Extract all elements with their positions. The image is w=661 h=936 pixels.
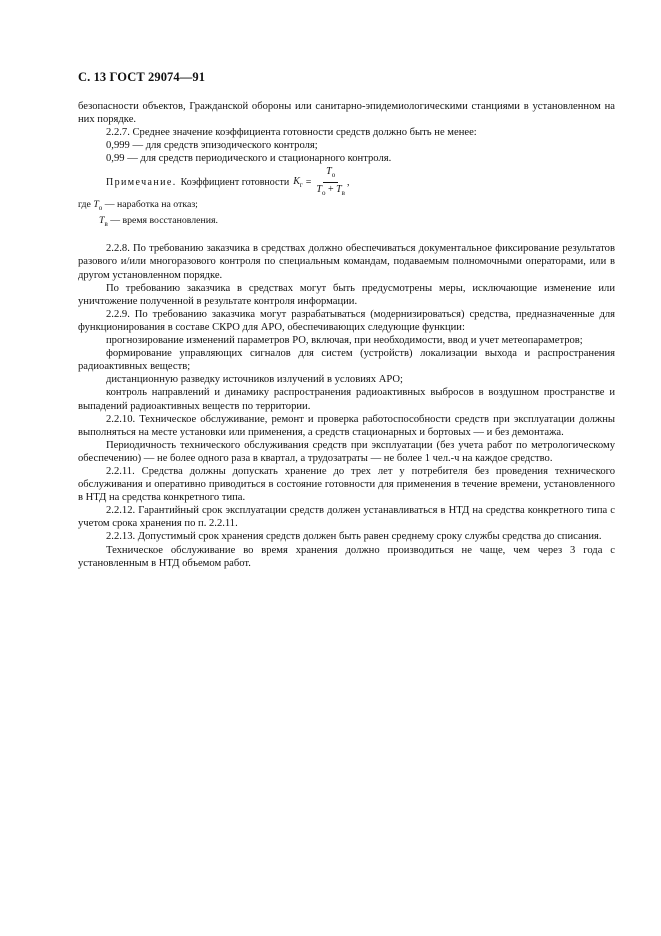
formula-tail: , [346, 176, 350, 188]
note-label: Примечание. [106, 176, 177, 188]
denominator-sub: о [321, 188, 326, 197]
list-item: 0,999 — для средств эпизодического контроля; [106, 140, 318, 152]
paragraph: Техническое обслуживание во время хранения должно производиться не чаще, чем через 3 года с установленным в НТД объемом работ. [78, 544, 615, 569]
clause-2-2-12: 2.2.12. Гарантийный срок эксплуатации средств должен устанавливаться в НТД на средства конкретного типа с учетом срока хранения по п. 2.2.11. [78, 505, 615, 530]
formula-var: K [293, 175, 300, 187]
clause-2-2-9: 2.2.9. По требованию заказчика могут разрабатываться (модернизироваться) средства, предназначенные для функционирования в составе СКРО для АРО, обеспечивающих следующие функции: [78, 308, 615, 333]
numerator-var: T [326, 165, 332, 177]
clause-2-2-7: 2.2.7. Среднее значение коэффициента готовности средств должно быть не менее: [106, 127, 477, 139]
page-header: С. 13 ГОСТ 29074—91 [78, 70, 206, 84]
definition-tv: $T_в$ — время восстановления. [99, 214, 218, 228]
definition-to: где $T_о$ — наработка на отказ; [78, 199, 198, 213]
paragraph: безопасности объектов, Гражданской обороны или санитарно-эпидемиологическими станциями в установленном на них порядке. [78, 101, 615, 126]
formula-fraction [316, 166, 345, 199]
formula-sub: г [299, 180, 303, 189]
paragraph: Периодичность технического обслуживания средств при эксплуатации (без учета работ по метрологическому обеспечению) — не более одного раза в квартал, а трудозатраты — не более 1 чел.-ч на каждое средство. [78, 439, 615, 464]
list-item: прогнозирование изменений параметров РО, включая, при необходимости, ввод и учет метеопараметров; [106, 335, 583, 347]
denominator-var: T [336, 183, 342, 195]
note-formula [106, 165, 615, 199]
clause-2-2-13: 2.2.13. Допустимый срок хранения средств должен быть равен среднему сроку службы средства до списания. [106, 531, 602, 543]
numerator-sub: о [331, 170, 336, 179]
list-item: формирование управляющих сигналов для систем (устройств) локализации выхода и распространения радиоактивных веществ; [78, 348, 615, 373]
denominator-sub: в [341, 188, 345, 197]
list-item: 0,99 — для средств периодического и стационарного контроля. [106, 153, 392, 165]
note-text: Коэффициент готовности [180, 176, 290, 188]
denominator-plus: + [327, 183, 334, 195]
list-item: контроль направлений и динамику распространения радиоактивных выбросов в воздушном пространстве и выпадений радиоактивных веществ по территории. [78, 387, 615, 412]
clause-2-2-10: 2.2.10. Техническое обслуживание, ремонт и проверка работоспособности средств при эксплуатации должны выполняться на месте установки или применения, а средств стационарных и бортовых — и без демонтажа. [78, 413, 615, 438]
clause-2-2-11: 2.2.11. Средства должны допускать хранение до трех лет у потребителя без проведения технического обслуживания и оперативно приводиться в состояние готовности для применения в течение времени, установленного в НТД на средства конкретного типа. [78, 465, 615, 504]
paragraph: По требованию заказчика в средствах могут быть предусмотрены меры, исключающие изменение или уничтожение полученной в результате контроля информации. [78, 282, 615, 307]
clause-2-2-8: 2.2.8. По требованию заказчика в средствах должно обеспечиваться документальное фиксирование результатов разового и/или многоразового контроля по специальным командам, подаваемым полномочными операторами, или в другом установленном порядке. [78, 243, 615, 281]
denominator-var: T [316, 183, 322, 195]
formula-eq: = [305, 176, 312, 188]
document-page [78, 70, 615, 570]
list-item: дистанционную разведку источников излучений в условиях АРО; [106, 374, 403, 386]
